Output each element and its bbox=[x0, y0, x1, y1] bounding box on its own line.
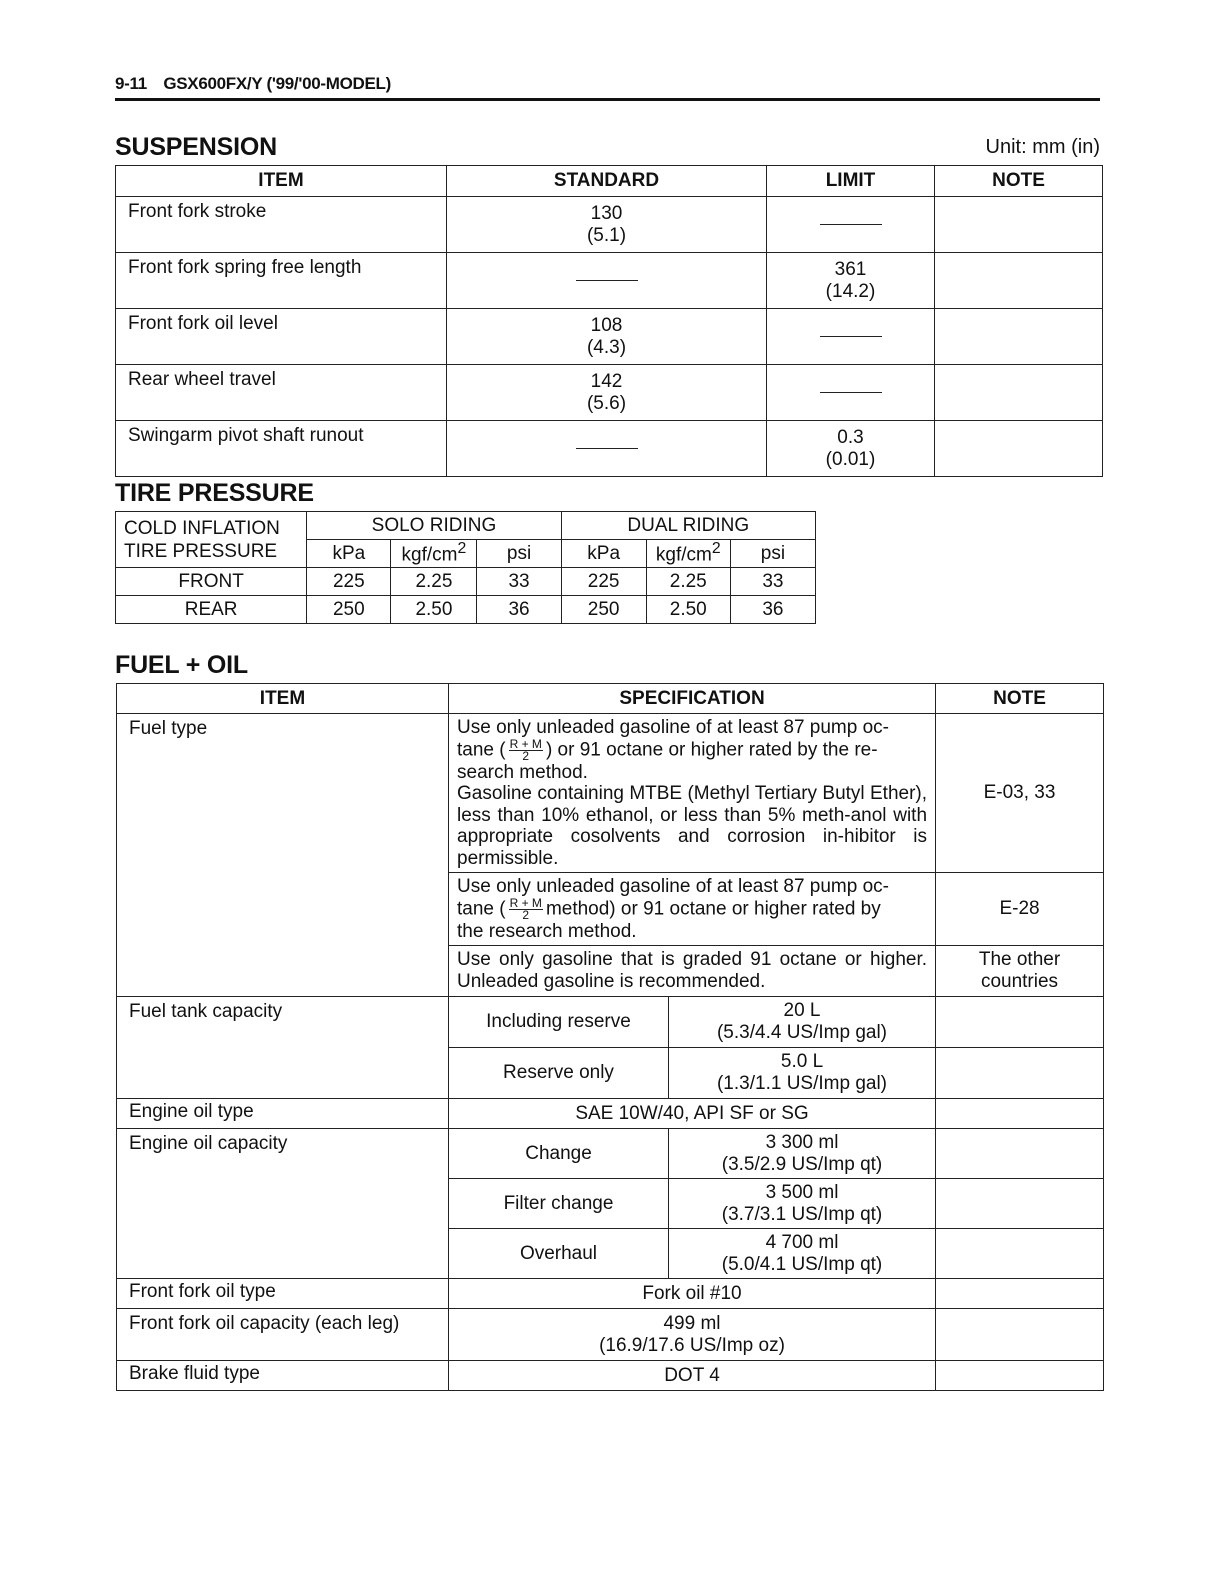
note-cell bbox=[936, 1179, 1104, 1229]
table-row bbox=[116, 365, 1103, 421]
spec-text: Gasoline containing MTBE (Methyl Tertiary Butyl Ether), less than 10% ethanol, or less than 5% meth-anol with appropriate cosolvents and corrosion in-hibitor is permissible. bbox=[457, 783, 928, 869]
note-cell bbox=[936, 946, 1104, 997]
unit-kpa: kPa bbox=[307, 540, 391, 568]
note-text: countries bbox=[980, 971, 1059, 992]
fuel-oil-title: FUEL + OIL bbox=[115, 651, 248, 679]
sub-label: Overhaul bbox=[449, 1229, 669, 1279]
row-label: REAR bbox=[116, 596, 307, 624]
header-line: COLD INFLATION bbox=[124, 517, 280, 539]
value-alt: (1.3/1.1 US/Imp gal) bbox=[716, 1073, 888, 1094]
value-alt: (3.5/2.9 US/Imp qt) bbox=[721, 1153, 883, 1175]
not-applicable-dash bbox=[820, 392, 882, 393]
header-line: TIRE PRESSURE bbox=[124, 540, 278, 562]
solo-riding-header: SOLO RIDING bbox=[307, 512, 561, 540]
row-item: Fuel tank capacity bbox=[117, 997, 449, 1099]
unit-psi: psi bbox=[477, 540, 561, 568]
std-value: 130 bbox=[590, 202, 623, 224]
note-text: The other bbox=[978, 949, 1061, 970]
cell-value: 2.25 bbox=[646, 568, 730, 596]
frac-den: 2 bbox=[522, 748, 530, 763]
frac-num: R + M bbox=[509, 736, 542, 751]
r-plus-m-fraction bbox=[509, 736, 543, 763]
unit-kgf-text: kgf/cm bbox=[655, 544, 712, 566]
oil-type-value: SAE 10W/40, API SF or SG bbox=[449, 1099, 936, 1129]
note-cell bbox=[935, 365, 1103, 421]
not-applicable-dash bbox=[576, 280, 638, 281]
row-item: Front fork spring free length bbox=[116, 253, 447, 309]
tire-pressure-title: TIRE PRESSURE bbox=[115, 479, 314, 507]
cold-inflation-header bbox=[116, 512, 307, 568]
table-row bbox=[116, 197, 1103, 253]
value: 5.0 L bbox=[780, 1051, 824, 1072]
table-row bbox=[116, 253, 1103, 309]
spec-text: Use only unleaded gasoline of at least 87 pump oc- bbox=[457, 717, 889, 738]
frac-den: 2 bbox=[522, 907, 530, 922]
table-row bbox=[117, 1129, 1104, 1179]
unit-kgf bbox=[391, 540, 477, 568]
fuel-spec-2 bbox=[449, 873, 936, 946]
note-cell: E-28 bbox=[936, 873, 1104, 946]
cell-value: 250 bbox=[561, 596, 646, 624]
table-row bbox=[116, 596, 816, 624]
unit-kgf bbox=[646, 540, 730, 568]
table-row bbox=[116, 568, 816, 596]
row-item: Front fork oil type bbox=[117, 1279, 449, 1309]
brake-fluid-value: DOT 4 bbox=[449, 1361, 936, 1391]
spec-text: search method. bbox=[457, 761, 588, 783]
value: 3 300 ml bbox=[765, 1131, 839, 1153]
dual-riding-header: DUAL RIDING bbox=[561, 512, 815, 540]
row-item: Front fork oil capacity (each leg) bbox=[117, 1309, 449, 1361]
suspension-table bbox=[115, 165, 1103, 477]
fuel-oil-table bbox=[116, 683, 1104, 1391]
note-cell bbox=[936, 1099, 1104, 1129]
table-row bbox=[117, 714, 1104, 873]
page-header bbox=[115, 74, 1100, 101]
spec-text: the research method. bbox=[457, 920, 637, 942]
col-item: ITEM bbox=[117, 684, 449, 714]
r-plus-m-fraction bbox=[509, 895, 543, 922]
row-item: Engine oil capacity bbox=[117, 1129, 449, 1279]
cell-value: 2.50 bbox=[646, 596, 730, 624]
table-header-row bbox=[117, 684, 1104, 714]
cell-value: 225 bbox=[561, 568, 646, 596]
std-value: 108 bbox=[590, 314, 623, 336]
table-header-row bbox=[116, 166, 1103, 197]
note-cell bbox=[936, 1129, 1104, 1179]
spec-text: tane ( bbox=[457, 898, 506, 920]
note-cell bbox=[935, 421, 1103, 477]
sub-label: Reserve only bbox=[449, 1048, 669, 1099]
suspension-title: SUSPENSION bbox=[115, 133, 277, 161]
unit-sup: 2 bbox=[457, 540, 467, 558]
std-value-in: (5.6) bbox=[586, 392, 627, 414]
spec-text: Use only unleaded gasoline of at least 87 pump oc- bbox=[457, 876, 889, 897]
limit-value-in: (0.01) bbox=[825, 448, 876, 470]
row-label: FRONT bbox=[116, 568, 307, 596]
col-note: NOTE bbox=[935, 166, 1103, 197]
sub-label: Change bbox=[449, 1129, 669, 1179]
cell-value: 33 bbox=[730, 568, 815, 596]
fuel-spec-1 bbox=[449, 714, 936, 873]
not-applicable-dash bbox=[576, 448, 638, 449]
std-value-in: (4.3) bbox=[586, 336, 627, 358]
table-row bbox=[117, 1309, 1104, 1361]
col-specification: SPECIFICATION bbox=[449, 684, 936, 714]
note-cell bbox=[936, 1048, 1104, 1099]
cell-value: 33 bbox=[477, 568, 561, 596]
value: 499 ml bbox=[663, 1312, 721, 1334]
std-value-in: (5.1) bbox=[586, 224, 627, 246]
cell-value: 36 bbox=[730, 596, 815, 624]
cell-value: 2.50 bbox=[391, 596, 477, 624]
spec-text: tane ( bbox=[457, 739, 506, 761]
row-item: Fuel type bbox=[117, 714, 449, 997]
limit-value: 0.3 bbox=[837, 426, 864, 448]
unit-kpa: kPa bbox=[561, 540, 646, 568]
row-item: Rear wheel travel bbox=[116, 365, 447, 421]
row-item: Engine oil type bbox=[117, 1099, 449, 1129]
unit-note: Unit: mm (in) bbox=[985, 136, 1100, 158]
spec-text: ) or 91 octane or higher rated by the re- bbox=[545, 739, 878, 761]
col-item: ITEM bbox=[116, 166, 447, 197]
page-number: 9-11 bbox=[115, 74, 147, 93]
col-standard: STANDARD bbox=[447, 166, 767, 197]
value-alt: (5.3/4.4 US/Imp gal) bbox=[716, 1022, 888, 1043]
note-cell bbox=[935, 309, 1103, 365]
col-limit: LIMIT bbox=[767, 166, 935, 197]
row-item: Front fork stroke bbox=[116, 197, 447, 253]
value: 4 700 ml bbox=[765, 1231, 839, 1253]
not-applicable-dash bbox=[820, 336, 882, 337]
limit-value: 361 bbox=[834, 258, 867, 280]
note-cell bbox=[935, 197, 1103, 253]
sub-label: Including reserve bbox=[449, 997, 669, 1048]
value-alt: (16.9/17.6 US/Imp oz) bbox=[599, 1334, 785, 1356]
fuel-spec-3: Use only gasoline that is graded 91 octane or higher. Unleaded gasoline is recommended. bbox=[449, 946, 936, 997]
spec-text: method) or 91 octane or higher rated by bbox=[545, 898, 881, 920]
fork-oil-type-value: Fork oil #10 bbox=[449, 1279, 936, 1309]
row-item: Front fork oil level bbox=[116, 309, 447, 365]
table-row bbox=[117, 1361, 1104, 1391]
cell-value: 225 bbox=[307, 568, 391, 596]
note-cell bbox=[935, 253, 1103, 309]
note-cell bbox=[936, 1309, 1104, 1361]
value: 3 500 ml bbox=[765, 1181, 839, 1203]
row-item: Swingarm pivot shaft runout bbox=[116, 421, 447, 477]
sub-label: Filter change bbox=[449, 1179, 669, 1229]
row-item: Brake fluid type bbox=[117, 1361, 449, 1391]
unit-psi: psi bbox=[730, 540, 815, 568]
cell-value: 250 bbox=[307, 596, 391, 624]
note-cell: E-03, 33 bbox=[936, 714, 1104, 873]
unit-kgf-text: kgf/cm bbox=[401, 544, 458, 566]
table-row bbox=[117, 1279, 1104, 1309]
limit-value-in: (14.2) bbox=[825, 280, 876, 302]
table-row bbox=[117, 997, 1104, 1048]
tire-pressure-table bbox=[115, 511, 816, 624]
cell-value: 36 bbox=[477, 596, 561, 624]
frac-num: R + M bbox=[509, 895, 542, 910]
unit-sup: 2 bbox=[711, 540, 721, 558]
value-alt: (5.0/4.1 US/Imp qt) bbox=[721, 1253, 883, 1275]
table-row bbox=[116, 421, 1103, 477]
value: 20 L bbox=[783, 1000, 821, 1021]
note-cell bbox=[936, 1361, 1104, 1391]
not-applicable-dash bbox=[820, 224, 882, 225]
cell-value: 2.25 bbox=[391, 568, 477, 596]
table-row bbox=[116, 309, 1103, 365]
table-row bbox=[117, 1099, 1104, 1129]
model-title: GSX600FX/Y ('99/'00-MODEL) bbox=[163, 74, 391, 93]
note-cell bbox=[936, 1229, 1104, 1279]
std-value: 142 bbox=[590, 370, 623, 392]
col-note: NOTE bbox=[936, 684, 1104, 714]
value-alt: (3.7/3.1 US/Imp qt) bbox=[721, 1203, 883, 1225]
note-cell bbox=[936, 1279, 1104, 1309]
note-cell bbox=[936, 997, 1104, 1048]
